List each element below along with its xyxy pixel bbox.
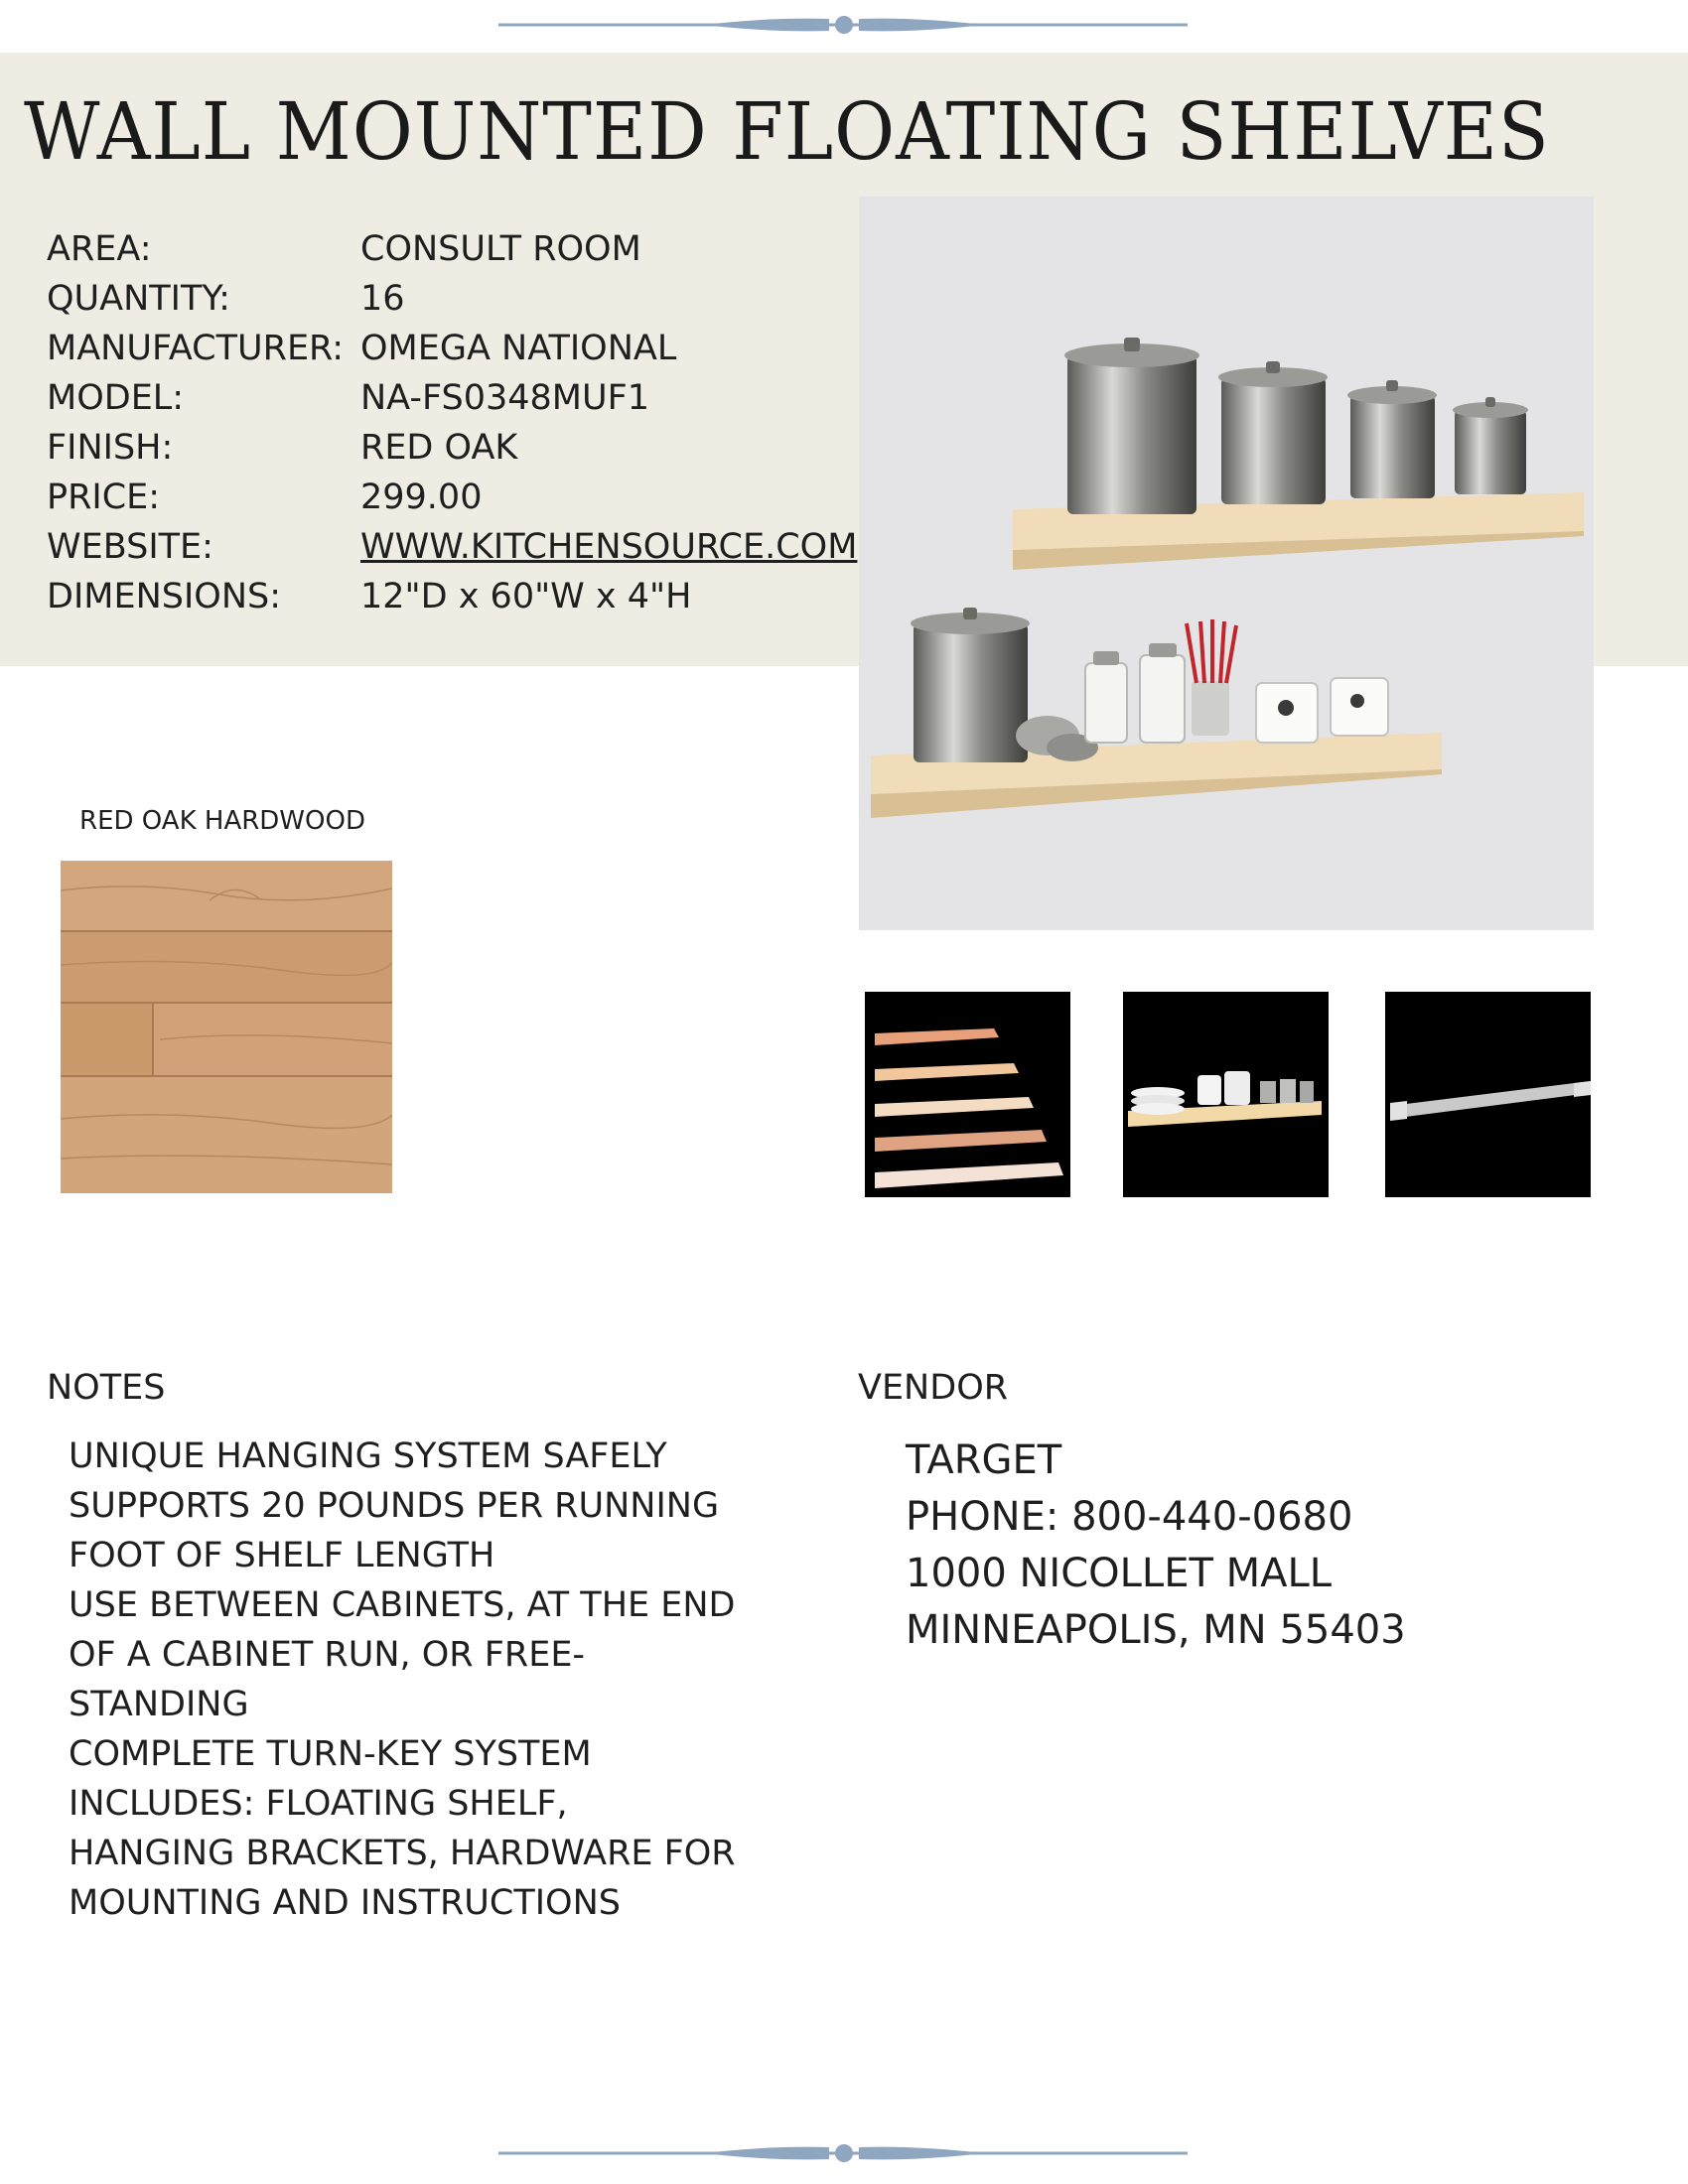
spec-row-website (47, 522, 857, 572)
spec-label: AREA: (47, 229, 152, 269)
spec-label: DIMENSIONS: (47, 577, 282, 616)
spec-row-manufacturer (47, 324, 857, 373)
spec-row-dimensions (47, 572, 857, 621)
spec-value: NA-FS0348MUF1 (360, 378, 650, 418)
notes-heading: NOTES (47, 1368, 166, 1408)
product-hero-image (859, 197, 1594, 930)
vendor-heading: VENDOR (858, 1368, 1009, 1408)
spec-value: OMEGA NATIONAL (360, 329, 677, 368)
spec-row-model (47, 373, 857, 423)
thumbnail-shelf-with-dishes[interactable] (1123, 992, 1329, 1197)
vendor-city: MINNEAPOLIS, MN 55403 (906, 1607, 1406, 1653)
spec-value: CONSULT ROOM (360, 229, 641, 269)
spec-label: PRICE: (47, 478, 161, 517)
spec-row-area (47, 224, 857, 274)
note-line: FOOT OF SHELF LENGTH (69, 1536, 495, 1575)
spec-value: 12"D x 60"W x 4"H (360, 577, 692, 616)
website-link[interactable]: WWW.KITCHENSOURCE.COM (360, 527, 858, 567)
note-line: HANGING BRACKETS, HARDWARE FOR (69, 1834, 736, 1873)
page-title: WALL MOUNTED FLOATING SHELVES (24, 85, 1550, 178)
swatch-label: RED OAK HARDWOOD (79, 806, 365, 836)
spec-label: FINISH: (47, 428, 174, 468)
vendor-phone: PHONE: 800-440-0680 (906, 1494, 1353, 1540)
top-divider-ornament (0, 13, 1688, 37)
spec-label: MODEL: (47, 378, 185, 418)
spec-label: MANUFACTURER: (47, 329, 345, 368)
spec-row-finish (47, 423, 857, 473)
note-line: INCLUDES: FLOATING SHELF, (69, 1784, 568, 1824)
spec-row-quantity (47, 274, 857, 324)
note-line: MOUNTING AND INSTRUCTIONS (69, 1883, 622, 1923)
notes-text (69, 1432, 783, 1928)
spec-value: 299.00 (360, 478, 483, 517)
vendor-name: TARGET (906, 1437, 1062, 1483)
vendor-address: 1000 NICOLLET MALL (906, 1551, 1333, 1596)
bottom-divider-ornament (0, 2141, 1688, 2165)
spec-list (47, 224, 857, 621)
vendor-info (906, 1433, 1406, 1659)
thumbnail-shelf-bracket[interactable] (1385, 992, 1591, 1197)
spec-label: QUANTITY: (47, 279, 230, 319)
note-line: SUPPORTS 20 POUNDS PER RUNNING (69, 1486, 720, 1526)
red-oak-swatch-image (61, 861, 392, 1193)
spec-row-price (47, 473, 857, 522)
note-line: UNIQUE HANGING SYSTEM SAFELY (69, 1436, 667, 1476)
thumbnail-shelf-finishes[interactable] (865, 992, 1070, 1197)
note-line: COMPLETE TURN-KEY SYSTEM (69, 1734, 592, 1774)
note-line: STANDING (69, 1685, 249, 1724)
spec-value: 16 (360, 279, 405, 319)
spec-label: WEBSITE: (47, 527, 213, 567)
note-line: USE BETWEEN CABINETS, AT THE END (69, 1585, 736, 1625)
note-line: OF A CABINET RUN, OR FREE- (69, 1635, 586, 1675)
spec-value: RED OAK (360, 428, 518, 468)
